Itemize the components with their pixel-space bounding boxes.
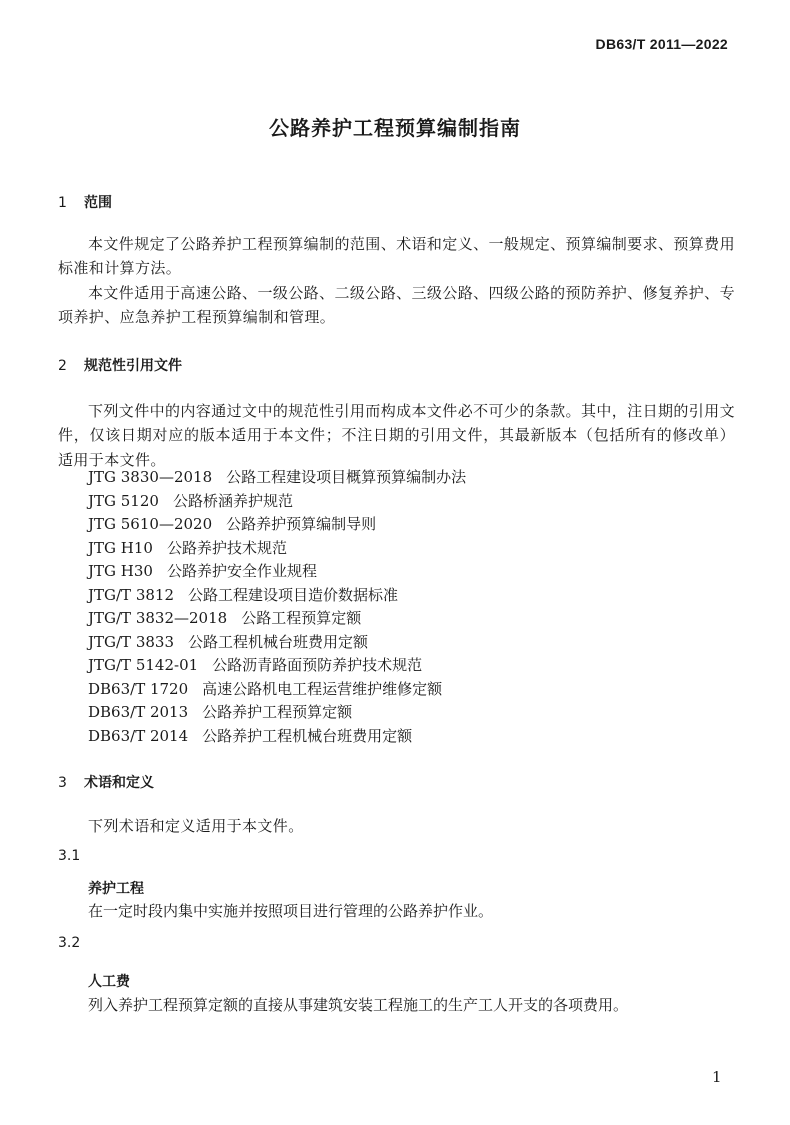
- reference-item: [88, 701, 466, 725]
- reference-code: DB63/T 2014: [88, 726, 189, 745]
- paragraph: 下列文件中的内容通过文中的规范性引用而构成本文件必不可少的条款。其中，注日期的引用文件，仅该日期对应的版本适用于本文件；不注日期的引用文件，其最新版本（包括所有的修改单）适用于本文件。: [58, 402, 735, 469]
- reference-item: [88, 584, 466, 608]
- reference-title: 公路养护技术规范: [166, 538, 287, 557]
- paragraph: 本文件适用于高速公路、一级公路、二级公路、三级公路、四级公路的预防养护、修复养护、专项养护、应急养护工程预算编制和管理。: [58, 284, 735, 327]
- reference-title: 公路养护工程预算定额: [202, 703, 353, 721]
- reference-code: JTG 3830—2018: [88, 468, 213, 486]
- reference-code: JTG/T 3832—2018: [88, 609, 228, 627]
- reference-title: 公路工程预算定额: [241, 609, 362, 627]
- term-name: 人工费: [88, 974, 130, 990]
- reference-code: JTG 5120: [88, 491, 159, 510]
- reference-item: [88, 560, 466, 584]
- reference-item: [88, 513, 466, 537]
- reference-item: [88, 490, 466, 514]
- page-number: 1: [712, 1068, 722, 1086]
- reference-title: 公路养护预算编制导则: [226, 515, 377, 533]
- term-number: 3.2: [58, 935, 81, 951]
- section-number: 2: [58, 358, 67, 374]
- reference-item: [88, 654, 466, 678]
- section-1-heading: [58, 192, 112, 212]
- document-number: DB63/T 2011—2022: [595, 36, 728, 52]
- term-number: 3.1: [58, 848, 81, 864]
- section-number: 3: [58, 775, 67, 791]
- page-title: 公路养护工程预算编制指南: [269, 116, 521, 140]
- section-title: 术语和定义: [84, 775, 154, 791]
- reference-code: JTG H30: [88, 562, 153, 580]
- reference-item: [88, 631, 466, 655]
- reference-item: [88, 537, 466, 561]
- reference-title: 公路工程建设项目概算预算编制办法: [226, 468, 467, 486]
- section-title: 规范性引用文件: [84, 358, 182, 374]
- reference-title: 公路养护工程机械台班费用定额: [202, 726, 413, 745]
- paragraph: 下列术语和定义适用于本文件。: [88, 817, 304, 835]
- reference-code: JTG/T 3833: [88, 632, 175, 651]
- reference-title: 公路桥涵养护规范: [172, 491, 293, 510]
- section-number: 1: [58, 195, 67, 211]
- reference-code: DB63/T 1720: [88, 679, 189, 698]
- reference-item: [88, 607, 466, 631]
- section-2-heading: [58, 355, 182, 375]
- reference-item: [88, 678, 466, 702]
- reference-code: JTG H10: [88, 538, 153, 557]
- reference-item: [88, 466, 466, 490]
- reference-title: 公路工程机械台班费用定额: [188, 632, 369, 651]
- reference-code: JTG/T 5142-01: [88, 656, 199, 674]
- section-3-heading: [58, 772, 154, 792]
- reference-title: 高速公路机电工程运营维护维修定额: [202, 679, 443, 698]
- reference-code: DB63/T 2013: [88, 703, 189, 721]
- paragraph: 本文件规定了公路养护工程预算编制的范围、术语和定义、一般规定、预算编制要求、预算费用标准和计算方法。: [58, 235, 735, 278]
- reference-title: 公路工程建设项目造价数据标准: [188, 585, 399, 604]
- term-definition: 在一定时段内集中实施并按照项目进行管理的公路养护作业。: [88, 902, 494, 920]
- reference-item: [88, 725, 466, 749]
- reference-title: 公路养护安全作业规程: [166, 562, 317, 580]
- term-definition: 列入养护工程预算定额的直接从事建筑安装工程施工的生产工人开支的各项费用。: [88, 996, 629, 1014]
- reference-list: [88, 466, 466, 748]
- reference-title: 公路沥青路面预防养护技术规范: [212, 656, 423, 674]
- reference-code: JTG 5610—2020: [88, 515, 213, 533]
- section-title: 范围: [84, 195, 112, 211]
- reference-code: JTG/T 3812: [88, 585, 175, 604]
- term-name: 养护工程: [88, 881, 144, 897]
